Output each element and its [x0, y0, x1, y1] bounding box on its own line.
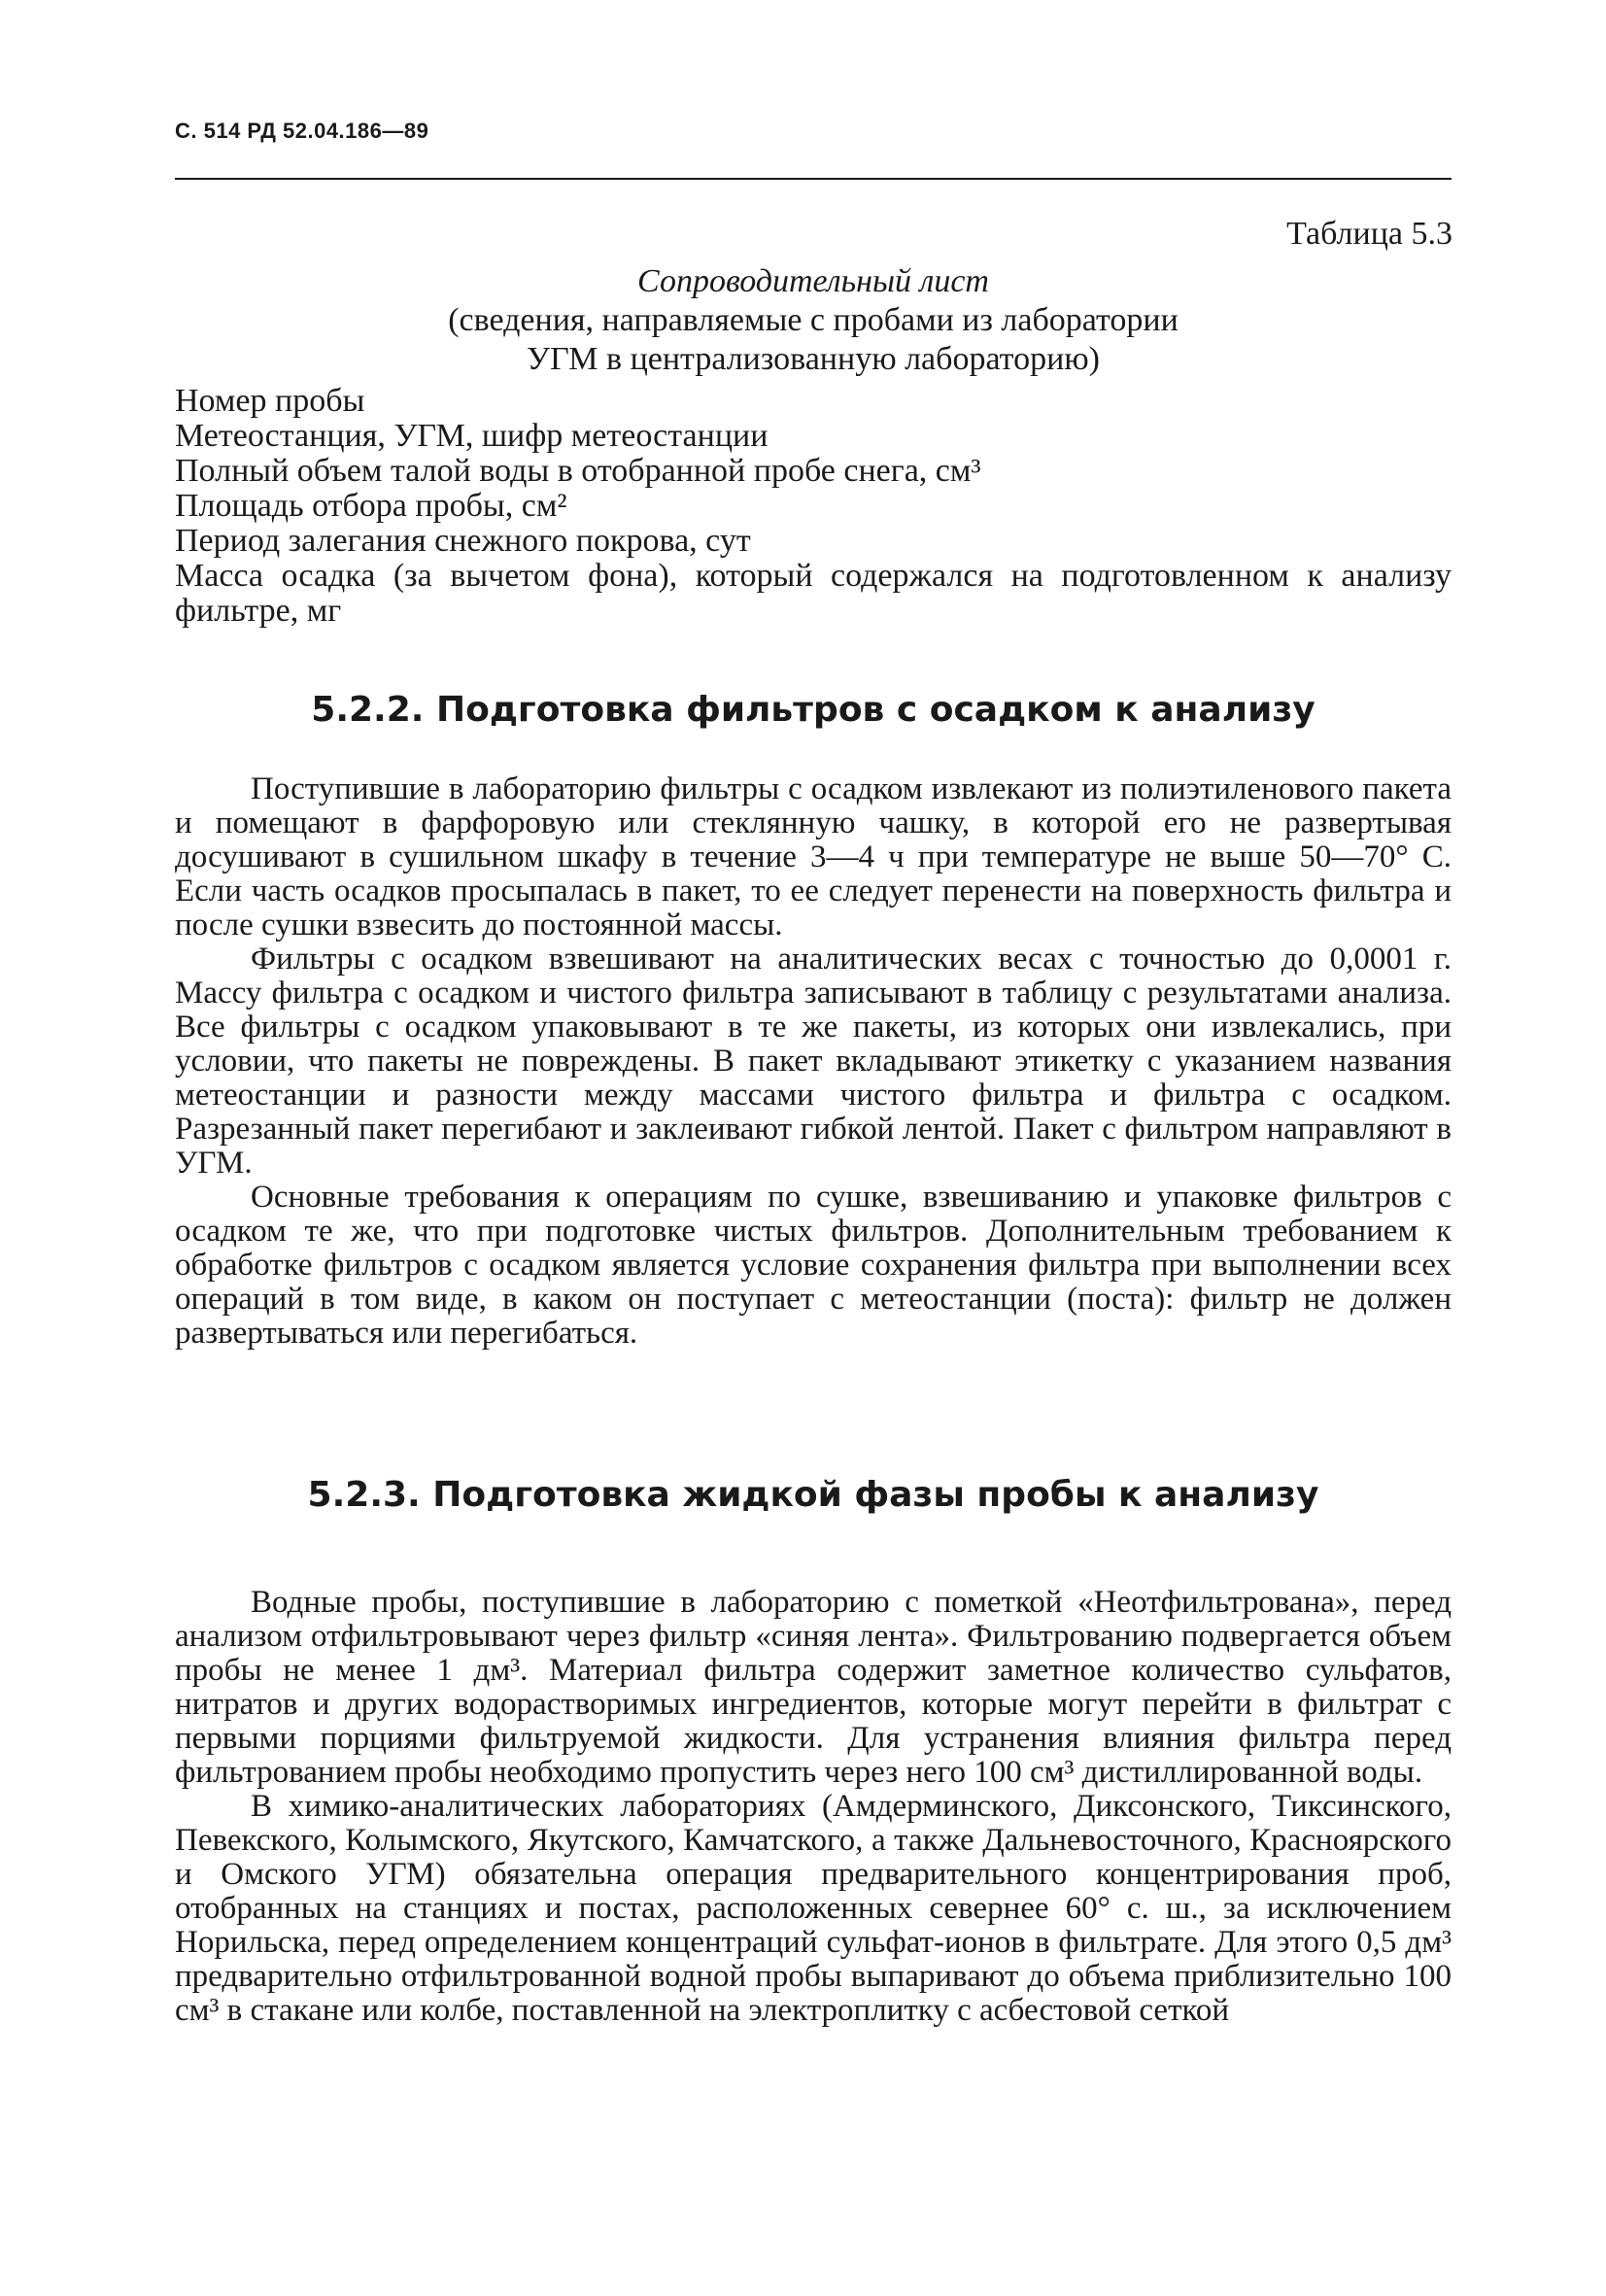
- form-fields-list: [175, 384, 1452, 629]
- header-rule: [175, 178, 1452, 180]
- form-field: Площадь отбора пробы, см²: [175, 488, 567, 524]
- form-field: Номер пробы: [175, 383, 365, 419]
- paragraph: Водные пробы, поступившие в лабораторию с пометкой «Неотфильтрована», перед анализом отфильтровывают через фильтр «синяя лента». Фильтрованию подвергается объем пробы не менее 1 дм³. Материал фильтра содержит заметное количество сульфатов, нитратов и других водорастворимых ингредиентов, которые могут перейти в фильтрат с первыми порциями фильтруемой жидкости. Для устранения влияния фильтра перед фильтрованием пробы необходимо пропустить через него 100 см³ дистиллированной воды.: [175, 1585, 1452, 1790]
- paragraph: Основные требования к операциям по сушке, взвешиванию и упаковке фильтров с осадком те же, что при подготовке чистых фильтров. Дополнительным требованием к обработке фильтров с осадком является условие сохранения фильтра при выполнении всех операций в том виде, в каком он поступает с метеостанции (поста): фильтр не должен развертываться или перегибаться.: [175, 1180, 1452, 1351]
- section-body-5-2-3: [175, 1586, 1452, 2028]
- paragraph: Фильтры с осадком взвешивают на аналитических весах с точностью до 0,0001 г. Массу фильтра с осадком и чистого фильтра записывают в таблицу с результатами анализа. Все фильтры с осадком упаковывают в те же пакеты, из которых они извлекались, при условии, что пакеты не повреждены. В пакет вкладывают этикетку с указанием названия метеостанции и разности между массами чистого фильтра и фильтра с осадком. Разрезанный пакет перегибают и заклеивают гибкой лентой. Пакет с фильтром направляют в УГМ.: [175, 942, 1452, 1181]
- form-title-block: [175, 262, 1452, 379]
- form-title: Сопроводительный лист: [637, 263, 989, 299]
- section-heading-5-2-3: 5.2.3. Подготовка жидкой фазы пробы к анализу: [307, 1475, 1319, 1515]
- form-field: Полный объем талой воды в отобранной пробе снега, см³: [175, 453, 981, 489]
- paragraph: Поступившие в лабораторию фильтры с осадком извлекают из полиэтиленового пакета и помещают в фарфоровую или стеклянную чашку, в которой его не развертывая досушивают в сушильном шкафу в течение 3—4 ч при температуре не выше 50—70° С. Если часть осадков просыпалась в пакет, то ее следует перенести на поверхность фильтра и после сушки взвесить до постоянной массы.: [175, 771, 1452, 942]
- form-subtitle-line-2: УГМ в централизованную лабораторию): [527, 341, 1100, 377]
- table-label: Таблица 5.3: [1286, 216, 1452, 252]
- section-heading-5-2-2: 5.2.2. Подготовка фильтров с осадком к анализу: [311, 690, 1316, 730]
- page-header: С. 514 РД 52.04.186—89: [175, 119, 429, 143]
- form-field: Метеостанция, УГМ, шифр метеостанции: [175, 418, 769, 454]
- form-field: Масса осадка (за вычетом фона), который содержался на подготовленном к анализу фильтре, мг: [175, 558, 1452, 629]
- form-field: Период залегания снежного покрова, сут: [175, 523, 751, 559]
- form-subtitle-line-1: (сведения, направляемые с пробами из лаборатории: [448, 302, 1179, 338]
- paragraph: В химико-аналитических лабораториях (Амдерминского, Диксонского, Тиксинского, Певекского, Колымского, Якутского, Камчатского, а также Дальневосточного, Красноярского и Омского УГМ) обязательна операция предварительного концентрирования проб, отобранных на станциях и постах, расположенных севернее 60° с. ш., за исключением Норильска, перед определением концентраций сульфат-ионов в фильтрате. Для этого 0,5 дм³ предварительно отфильтрованной водной пробы выпаривают до объема приблизительно 100 см³ в стакане или колбе, поставленной на электроплитку с асбестовой сеткой: [175, 1789, 1452, 2028]
- section-body-5-2-2: [175, 772, 1452, 1351]
